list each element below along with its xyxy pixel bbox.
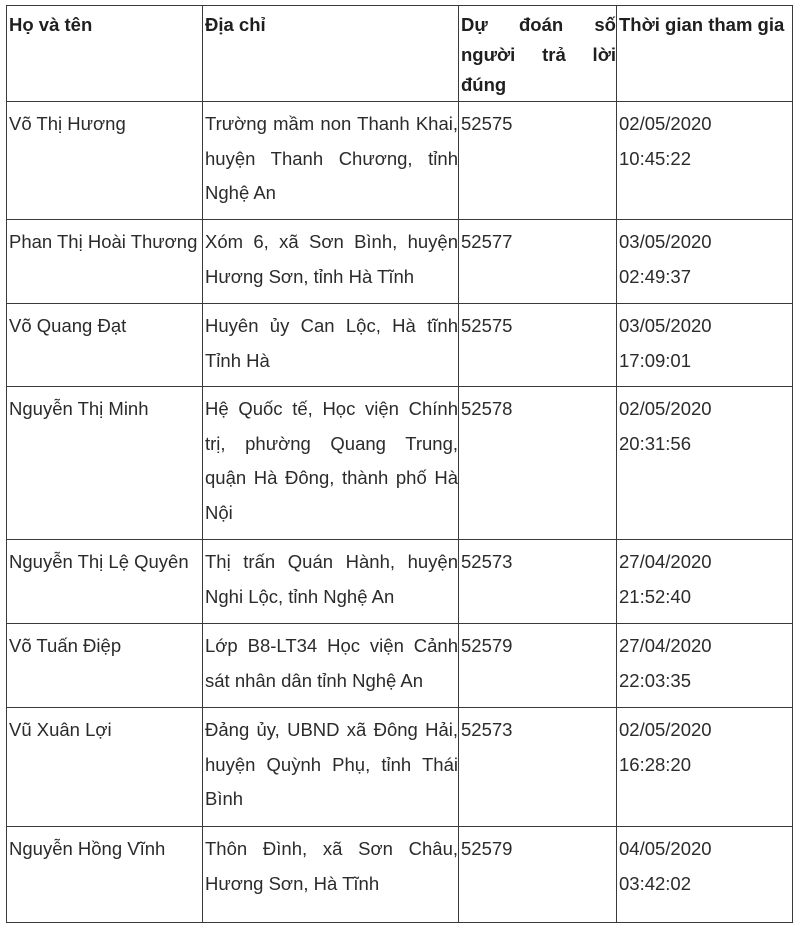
cell-guess: 52575 xyxy=(459,304,617,387)
time-clock: 16:28:20 xyxy=(619,753,692,775)
cell-guess: 52579 xyxy=(459,624,617,708)
table-header-row xyxy=(7,6,793,102)
table-row xyxy=(7,220,793,304)
table-row xyxy=(7,624,793,708)
cell-time xyxy=(617,708,793,827)
cell-name: Nguyễn Thị Minh xyxy=(7,387,203,540)
cell-time xyxy=(617,304,793,387)
header-time: Thời gian tham gia xyxy=(617,6,793,102)
cell-guess: 52577 xyxy=(459,220,617,304)
table-row xyxy=(7,540,793,624)
cell-address: Thôn Đình, xã Sơn Châu, Hương Sơn, Hà Tĩnh xyxy=(203,827,459,923)
time-date: 04/05/2020 xyxy=(619,838,712,859)
cell-address: Xóm 6, xã Sơn Bình, huyện Hương Sơn, tỉnh Hà Tĩnh xyxy=(203,220,459,304)
header-name: Họ và tên xyxy=(7,6,203,102)
header-guess: Dự đoán số người trả lời đúng xyxy=(459,6,617,102)
cell-address: Đảng ủy, UBND xã Đông Hải, huyện Quỳnh Phụ, tỉnh Thái Bình xyxy=(203,708,459,827)
time-clock: 02:49:37 xyxy=(619,265,692,287)
cell-guess: 52573 xyxy=(459,540,617,624)
cell-time xyxy=(617,827,793,923)
cell-name: Nguyễn Hồng Vĩnh xyxy=(7,827,203,923)
cell-guess: 52575 xyxy=(459,102,617,220)
cell-time xyxy=(617,624,793,708)
time-date: 02/05/2020 xyxy=(619,398,712,419)
cell-address: Hệ Quốc tế, Học viện Chính trị, phường Quang Trung, quận Hà Đông, thành phố Hà Nội xyxy=(203,387,459,540)
table-row xyxy=(7,827,793,923)
cell-address: Thị trấn Quán Hành, huyện Nghi Lộc, tỉnh Nghệ An xyxy=(203,540,459,624)
time-date: 03/05/2020 xyxy=(619,315,712,336)
table-row xyxy=(7,387,793,540)
cell-name: Vũ Xuân Lợi xyxy=(7,708,203,827)
time-date: 02/05/2020 xyxy=(619,719,712,740)
time-clock: 20:31:56 xyxy=(619,432,692,454)
time-clock: 03:42:02 xyxy=(619,872,692,894)
table-row xyxy=(7,102,793,220)
cell-address: Lớp B8-LT34 Học viện Cảnh sát nhân dân tỉnh Nghệ An xyxy=(203,624,459,708)
cell-name: Nguyễn Thị Lệ Quyên xyxy=(7,540,203,624)
cell-name: Võ Quang Đạt xyxy=(7,304,203,387)
cell-guess: 52578 xyxy=(459,387,617,540)
time-date: 02/05/2020 xyxy=(619,113,712,134)
time-clock: 17:09:01 xyxy=(619,349,692,371)
time-date: 27/04/2020 xyxy=(619,635,712,656)
cell-address: Huyên ủy Can Lộc, Hà tĩnh Tỉnh Hà xyxy=(203,304,459,387)
time-clock: 21:52:40 xyxy=(619,585,692,607)
time-clock: 22:03:35 xyxy=(619,669,692,691)
time-clock: 10:45:22 xyxy=(619,147,692,169)
table-row xyxy=(7,304,793,387)
table-row xyxy=(7,708,793,827)
cell-time xyxy=(617,102,793,220)
cell-guess: 52579 xyxy=(459,827,617,923)
results-table xyxy=(6,5,793,923)
time-date: 27/04/2020 xyxy=(619,551,712,572)
time-date: 03/05/2020 xyxy=(619,231,712,252)
cell-guess: 52573 xyxy=(459,708,617,827)
cell-address: Trường mầm non Thanh Khai, huyện Thanh Chương, tỉnh Nghệ An xyxy=(203,102,459,220)
cell-name: Võ Thị Hương xyxy=(7,102,203,220)
cell-time xyxy=(617,220,793,304)
header-address: Địa chỉ xyxy=(203,6,459,102)
cell-time xyxy=(617,387,793,540)
cell-name: Phan Thị Hoài Thương xyxy=(7,220,203,304)
cell-time xyxy=(617,540,793,624)
cell-name: Võ Tuấn Điệp xyxy=(7,624,203,708)
